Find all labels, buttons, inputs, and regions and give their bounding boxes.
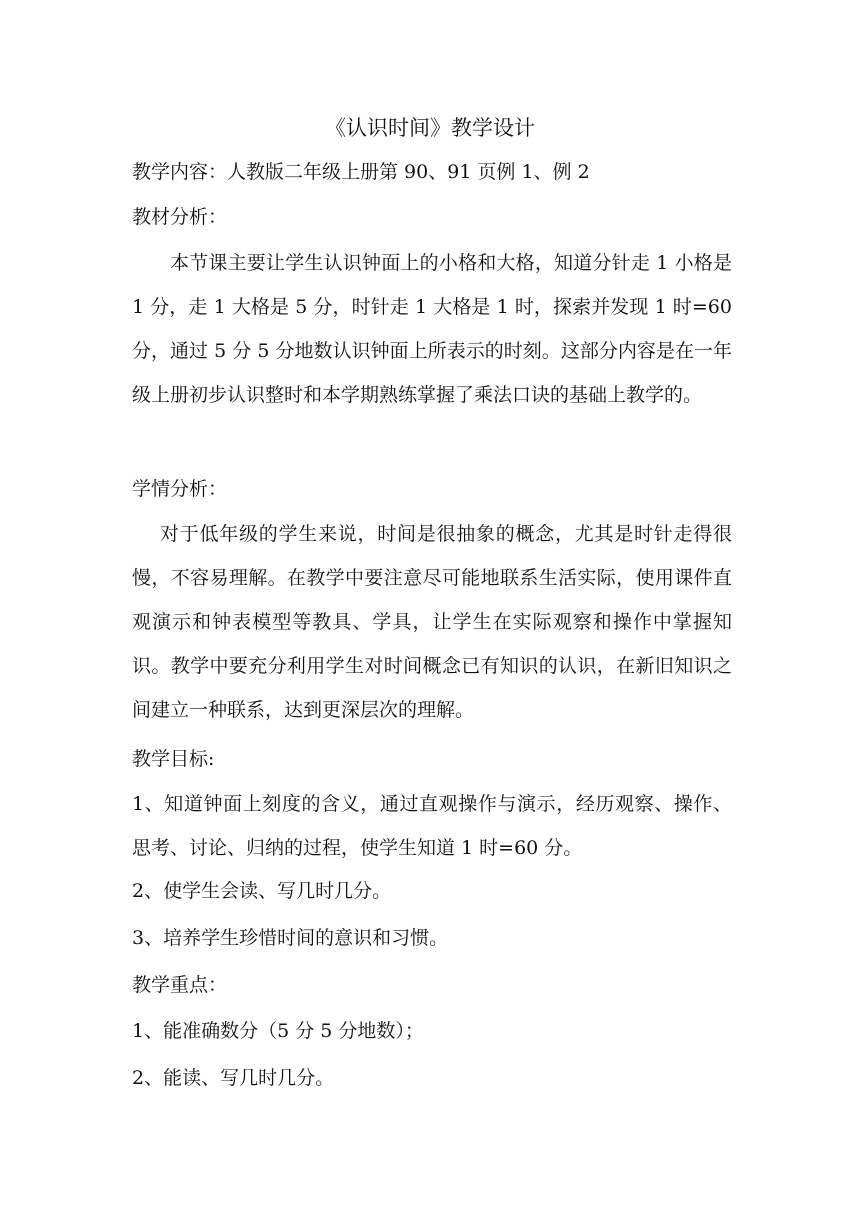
teaching-content-line: 教学内容：人教版二年级上册第 90、91 页例 1、例 2 — [132, 161, 590, 183]
student-analysis-paragraph: 对于低年级的学生来说，时间是很抽象的概念，尤其是时针走得很慢，不容易理解。在教学中要注意尽可能地联系生活实际，使用课件直观演示和钟表模型等教具、学具，让学生在实际观察和操作中掌握知识。教学中要充分利用学生对时间概念已有知识的认识，在新旧知识之间建立一种联系，达到更深层次的理解。 — [132, 523, 732, 721]
key-point-item: 2、能读、写几时几分。 — [132, 1067, 335, 1089]
material-analysis-heading: 教材分析： — [132, 206, 228, 228]
student-analysis-heading: 学情分析： — [132, 478, 228, 500]
teaching-goals-heading: 教学目标: — [132, 748, 215, 770]
teaching-goal-item: 3、培养学生珍惜时间的意识和习惯。 — [132, 927, 449, 949]
teaching-goal-item: 1、知道钟面上刻度的含义，通过直观操作与演示，经历观察、操作、思考、讨论、归纳的过程，使学生知道 1 时=60 分。 — [132, 793, 732, 859]
document-title: 《认识时间》教学设计 — [325, 116, 535, 140]
key-points-heading: 教学重点： — [132, 974, 228, 996]
key-point-item: 1、能准确数分（5 分 5 分地数）； — [132, 1020, 424, 1042]
teaching-goal-item: 2、使学生会读、写几时几分。 — [132, 880, 392, 902]
material-analysis-paragraph: 本节课主要让学生认识钟面上的小格和大格，知道分针走 1 小格是 1 分，走 1 大格是 5 分，时针走 1 大格是 1 时，探索并发现 1 时=60 分，通过 5 分 5 分地数认识钟面上所表示的时刻。这部分内容是在一年级上册初步认识整时和本学期熟练掌握了乘法口诀的基础上教学的。 — [132, 252, 732, 406]
